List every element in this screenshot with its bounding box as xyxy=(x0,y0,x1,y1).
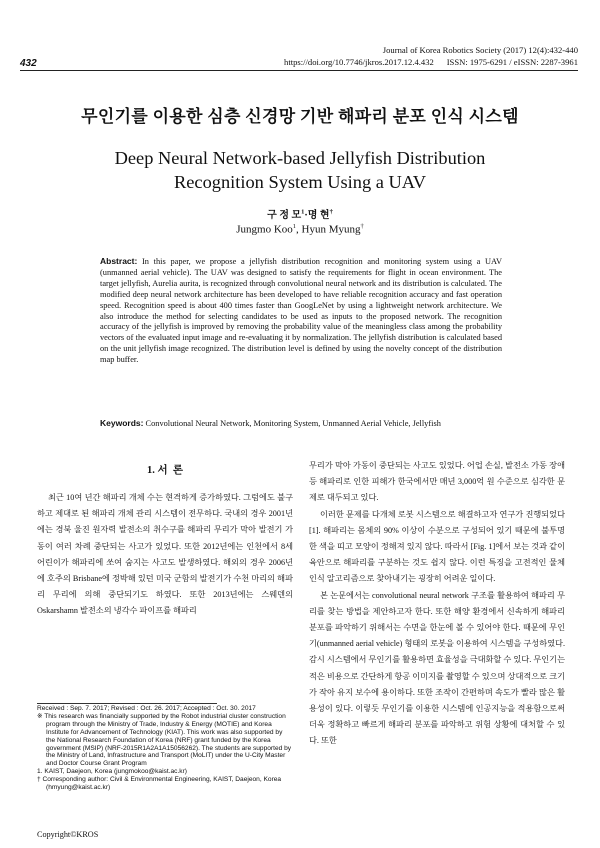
author-en-separator: , xyxy=(296,223,302,236)
journal-citation: Journal of Korea Robotics Society (2017) 12(4):432-440 xyxy=(382,45,578,55)
funding-note: ※ This research was financially supported by the Robot industrial cluster construction program through the Ministry of Trade, Industry & Energy (MOTIE) and Korea Institute for Advancement of Technology (KIAT). This work was also supported by the National Research Foundation of Korea (NRF) grant funded by the Korea government (MSIP) (NRF-2015R1A2A1A15056262). The students are supported by the Ministry of Land, Infrastructure and Transport (MoLIT) under the U-City Master and Doctor Course Grant Program xyxy=(37,712,292,768)
intro-paragraph-1: 최근 10여 년간 해파리 개체 수는 현격하게 증가하였다. 그럼에도 불구하고 제대로 된 해파리 개체 관리 시스템이 전무하다. 국내의 경우 2001년에는 경북 울진 원자력 발전소의 취수구를 해파리 무리가 막아 발전기 가동이 여러 차례 중단되는 사고가 있었다. 또한 2012년에는 인천에서 8세 어린이가 해파리에 쏘여 숨지는 사고도 발생하였다. 해외의 경우 2006년에 호주의 Brisbane에 정박해 있던 미국 군함의 발전기가 수천 마리의 해파리 무리에 의해 중단되기도 하였다. 또한 2013년에는 스웨덴의 Oskarshamn 발전소의 냉각수 파이프를 해파리 xyxy=(37,493,293,616)
affiliation-1: 1. KAIST, Daejeon, Korea (jungmokoo@kaist.ac.kr) xyxy=(37,768,187,776)
author-1-en-mark: 1 xyxy=(292,223,297,230)
header-rule xyxy=(20,70,578,71)
abstract-text: In this paper, we propose a jellyfish distribution recognition and monitoring system using a UAV (unmanned aerial vehicle). The UAV was designed to satisfy the requirements for flight in ocean environment. The target jellyfish, Aurelia aurita, is recognized through convolutional neural network and its distribution is calculated. The modified deep neural network architecture has been developed to have reliable recognition accuracy and fast operation speed. Recognition speed is about 400 times faster than GoogLeNet by using a lightweight network architecture. We also introduce the method for selecting candidates to be used as inputs to the proposed network. The recognition accuracy of the jellyfish is improved by removing the probability value of the meaningless class among the probability vectors of the evaluated input image and re-evaluating it by normalization. The jellyfish distribution is calculated based on the unit jellyfish image recognized. The distribution level is defined by using the novelty concept of the distribution map buffer. xyxy=(100,257,502,365)
keywords xyxy=(100,418,510,429)
paper-title-korean: 무인기를 이용한 심층 신경망 기반 해파리 분포 인식 시스템 xyxy=(81,107,519,126)
author-1-mark: 1 xyxy=(301,208,305,216)
intro-paragraph-1-continued: 무리가 막아 가동이 중단되는 사고도 있었다. 어업 손실, 발전소 가동 장애 등 해파리로 인한 피해가 한국에서만 매년 3,000억 원 수준으로 심각한 문제로 대두되고 있다. xyxy=(309,461,565,503)
author-separator: · xyxy=(304,210,308,221)
left-column xyxy=(37,490,293,620)
author-2-en-mark: † xyxy=(360,223,364,230)
abstract xyxy=(100,256,502,366)
author-1-en: Jungmo Koo xyxy=(236,223,293,236)
title-en-line-1: Deep Neural Network-based Jellyfish Distribution xyxy=(114,148,486,168)
title-en-line-2: Recognition System Using a UAV xyxy=(173,172,427,192)
author-2-mark: † xyxy=(329,208,333,216)
footnotes xyxy=(37,705,293,792)
abstract-label: Abstract: xyxy=(100,256,138,266)
intro-paragraph-2: 이러한 문제를 다개체 로봇 시스템으로 해결하고자 연구가 진행되었다[1]. 해파리는 몸체의 90% 이상이 수분으로 구성되어 있기 때문에 불투명한 색을 띠고 모양이 정해져 있지 않다. 따라서 [Fig. 1]에서 보는 것과 같이 육안으로 해파리를 구분하는 것도 쉽지 않다. 이런 특징을 고전적인 물체 인식 알고리즘으로 찾아내기는 굉장히 어려운 일이다. xyxy=(309,509,565,584)
intro-paragraph-3: 본 논문에서는 convolutional neural network 구조를 활용하여 해파리 무리를 찾는 방법을 제안하고자 한다. 또한 해양 환경에서 신속하게 해파리 분포를 파악하기 위해서는 수면을 한눈에 볼 수 있어야 한다. 때문에 무인기(unmanned aerial vehicle) 형태의 로봇을 이용하여 시스템을 구성하였다. 감시 시스템에서 무인기를 활용하면 효율성을 극대화할 수 있다. 무인기는 적은 비용으로 간단하게 항공 이미지를 촬영할 수 있으며 상대적으로 크기가 작아 유지 보수에 용이하다. 또한 조작이 간편하며 속도가 빨라 많은 활용성이 있다. 이렇듯 무인기를 이용한 시스템에 인공지능을 적용함으로써 더욱 정확하고 빠르게 해파리 분포를 파악하고 위험 상황에 대처할 수 있다. 또한 xyxy=(309,590,565,746)
keywords-label: Keywords: xyxy=(100,418,144,428)
author-2-en: Hyun Myung xyxy=(301,223,361,236)
copyright: Copyright©KROS xyxy=(37,830,99,839)
page-number: 432 xyxy=(20,58,37,69)
affiliation-corresponding: † Corresponding author: Civil & Environmental Engineering, KAIST, Daejeon, Korea (hmyung@kaist.ac.kr) xyxy=(37,776,282,792)
author-1-ko: 구 정 모 xyxy=(267,210,302,221)
paper-title-english xyxy=(0,146,600,194)
right-column xyxy=(309,458,565,750)
footnote-rule xyxy=(37,703,217,704)
keywords-text: Convolutional Neural Network, Monitoring System, Unmanned Aerial Vehicle, Jellyfish xyxy=(143,419,441,428)
section-heading-introduction: 1. 서 론 xyxy=(146,465,184,476)
authors-english xyxy=(0,223,600,236)
author-2-ko: 명 현 xyxy=(307,210,330,221)
doi-issn-line[interactable]: https://doi.org/10.7746/jkros.2017.12.4.432 ISSN: 1975-6291 / eISSN: 2287-3961 xyxy=(284,57,578,67)
received-dates: Received : Sep. 7. 2017; Revised : Oct. 26. 2017; Accepted : Oct. 30. 2017 xyxy=(37,705,256,712)
authors-korean xyxy=(0,206,600,221)
